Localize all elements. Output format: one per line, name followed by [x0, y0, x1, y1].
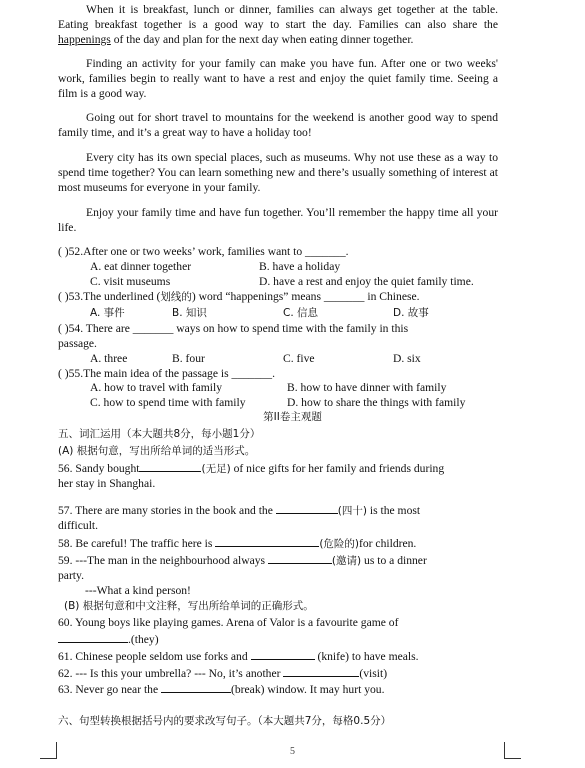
question-56: 56. Sandy bought (无足) of nice gifts for her family and friends during: [58, 462, 445, 475]
answer-blank-57[interactable]: [276, 503, 338, 514]
question-57-cont: difficult.: [58, 519, 99, 532]
question-60-cont: .(they): [58, 632, 159, 647]
q53-option-a[interactable]: A. 事件: [90, 307, 125, 319]
q53-option-b[interactable]: B. 知识: [172, 307, 207, 319]
answer-blank-56[interactable]: [139, 461, 201, 472]
q55-option-d[interactable]: D. how to share the things with family: [287, 396, 466, 409]
section-2-title: 第II卷主观题: [263, 411, 322, 423]
q54-option-c[interactable]: C. five: [283, 352, 315, 365]
question-53-stem: ( )53.The underlined (划线的) word “happenings” means _______ in Chinese.: [58, 290, 420, 303]
q52-option-c[interactable]: C. visit museums: [90, 275, 171, 288]
question-54-stem: ( )54. There are _______ ways on how to spend time with the family in this: [58, 322, 409, 335]
answer-blank-58[interactable]: [215, 536, 319, 547]
answer-blank-62[interactable]: [283, 666, 359, 677]
part-a-instruction: (A) 根据句意，写出所给单词的适当形式。: [58, 445, 256, 457]
question-61: 61. Chinese people seldom use forks and (knife) to have meals.: [58, 650, 419, 663]
page-number: 5: [290, 746, 295, 757]
q54-option-a[interactable]: A. three: [90, 352, 128, 365]
part-b-instruction: (B) 根据句意和中文注释，写出所给单词的正确形式。: [64, 600, 314, 612]
question-60: 60. Young boys like playing games. Arena of Valor is a favourite game of: [58, 616, 399, 629]
question-59-cont: party.: [58, 569, 84, 582]
q53-option-d[interactable]: D. 故事: [393, 307, 429, 319]
q54-option-d[interactable]: D. six: [393, 352, 421, 365]
answer-blank-61[interactable]: [251, 649, 315, 660]
q53-option-c[interactable]: C. 信息: [283, 307, 319, 319]
passage-paragraph-4: Every city has its own special places, such as museums. Why not use these as a way to spend time together? You can learn something new and there’s usually something of interest at most museums for everyone in your family.: [58, 151, 498, 194]
q52-option-d[interactable]: D. have a rest and enjoy the quiet family time.: [259, 275, 474, 288]
question-59-reply: ---What a kind person!: [85, 584, 191, 597]
question-57: 57. There are many stories in the book and the (四十) is the most: [58, 504, 421, 517]
question-56-cont: her stay in Shanghai.: [58, 477, 156, 490]
question-62: 62. --- Is this your umbrella? --- No, it’s another (visit): [58, 667, 388, 680]
q55-option-b[interactable]: B. how to have dinner with family: [287, 381, 447, 394]
question-58: 58. Be careful! The traffic here is (危险的)for children.: [58, 537, 417, 550]
section-6-title: 六、句型转换根据括号内的要求改写句子。（本大题共7分，每格0.5分）: [58, 715, 392, 727]
q52-option-b[interactable]: B. have a holiday: [259, 260, 341, 273]
passage-paragraph-1: When it is breakfast, lunch or dinner, families can always get together at the table. Eating breakfast together is a good way to start the day. Families can also share the happenings of the day and plan for the next day when eating dinner together.: [58, 3, 498, 46]
q52-option-a[interactable]: A. eat dinner together: [90, 260, 192, 273]
passage-paragraph-2: Finding an activity for your family can make you have fun. After one or two weeks' work, families begin to really want to have a rest and enjoy the quiet family time. Seeing a film is a good way.: [58, 57, 498, 100]
q55-option-c[interactable]: C. how to spend time with family: [90, 396, 246, 409]
question-52-stem: ( )52.After one or two weeks’ work, families want to _______.: [58, 245, 349, 258]
q55-option-a[interactable]: A. how to travel with family: [90, 381, 223, 394]
q54-option-b[interactable]: B. four: [172, 352, 205, 365]
passage-paragraph-5: Enjoy your family time and have fun together. You’ll remember the happy time all your life.: [58, 206, 498, 234]
question-63: 63. Never go near the (break) window. It may hurt you.: [58, 683, 385, 696]
answer-blank-59[interactable]: [268, 553, 332, 564]
passage-paragraph-3: Going out for short travel to mountains for the weekend is another good way to spend family time, and it’s a great way to have a holiday too!: [58, 111, 498, 139]
answer-blank-63[interactable]: [161, 682, 231, 693]
question-54-stem-cont: passage.: [58, 337, 97, 350]
underlined-word: happenings: [58, 33, 111, 46]
question-59: 59. ---The man in the neighbourhood always (邀请) us to a dinner: [58, 554, 427, 567]
section-5-title: 五、词汇运用（本大题共8分，每小题1分）: [58, 428, 261, 440]
question-55-stem: ( )55.The main idea of the passage is _______.: [58, 367, 276, 380]
answer-blank-60[interactable]: [58, 632, 128, 643]
